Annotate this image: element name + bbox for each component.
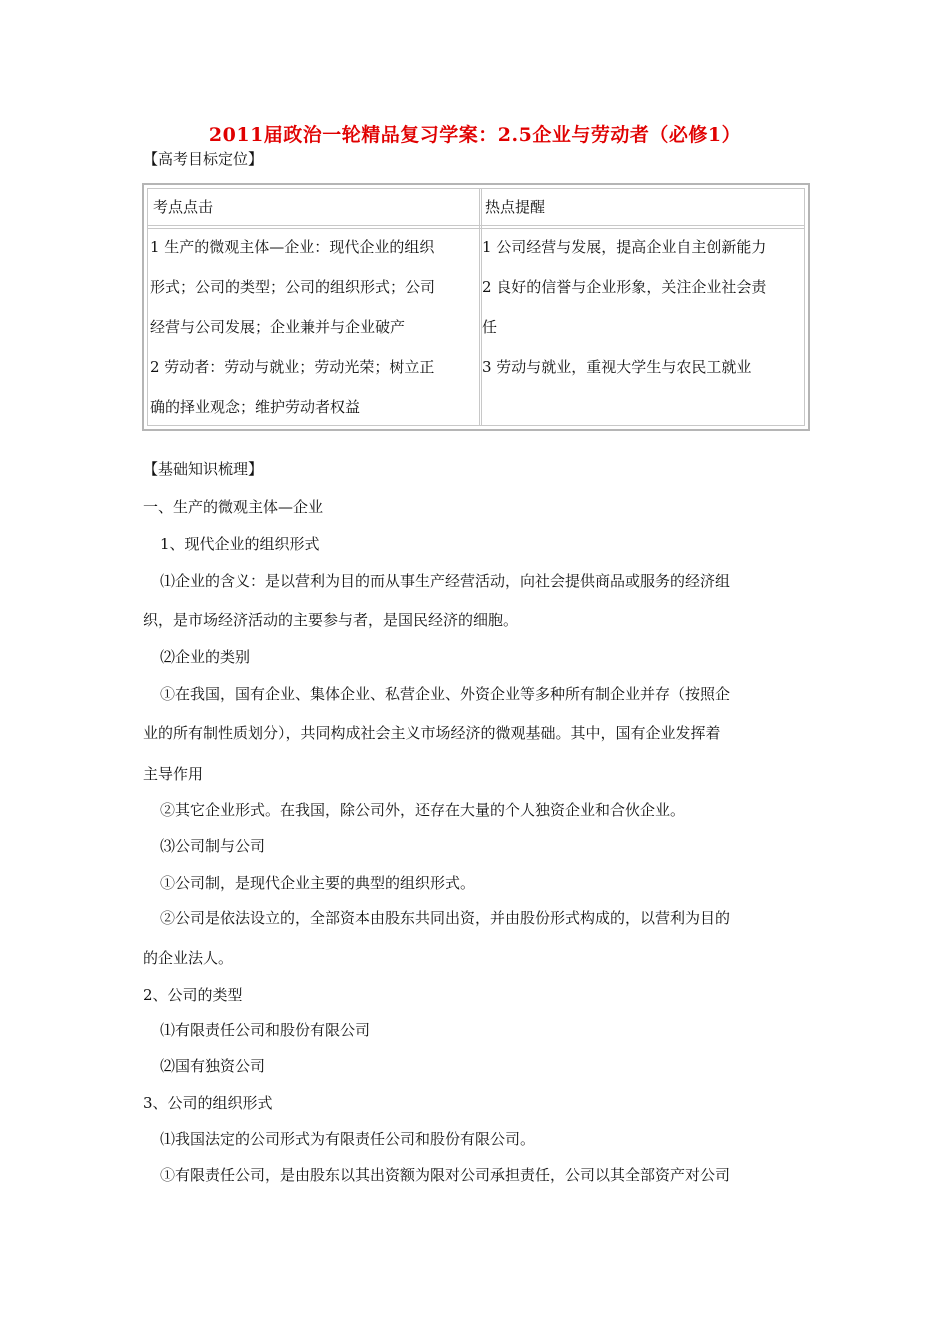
paragraph: 织，是市场经济活动的主要参与者，是国民经济的细胞。 [143,611,519,629]
table-left-line: 1 生产的微观主体—企业：现代企业的组织 [150,238,435,256]
exam-points-table [142,183,810,431]
table-header-right: 热点提醒 [485,198,546,216]
table-header-left: 考点点击 [153,198,214,216]
table-right-line: 任 [482,318,498,336]
heading-2: 2、公司的类型 [143,986,243,1004]
section-basic-heading: 【基础知识梳理】 [143,460,264,478]
document-title: 2011届政治一轮精品复习学案：2.5企业与劳动者（必修1） [208,124,742,146]
table-left-line: 经营与公司发展；企业兼并与企业破产 [150,318,406,336]
table-inner-frame [147,188,805,426]
paragraph: ⑴企业的含义：是以营利为目的而从事生产经营活动，向社会提供商品或服务的经济组 [160,572,731,590]
paragraph: 业的所有制性质划分），共同构成社会主义市场经济的微观基础。其中，国有企业发挥着 [143,724,721,742]
table-right-line: 2 良好的信誉与企业形象，关注企业社会责 [482,278,767,296]
paragraph: 主导作用 [143,765,204,783]
paragraph: ⑵国有独资公司 [160,1057,266,1075]
paragraph: ①公司制，是现代企业主要的典型的组织形式。 [160,874,476,892]
paragraph: ①有限责任公司，是由股东以其出资额为限对公司承担责任，公司以其全部资产对公司 [160,1166,731,1184]
paragraph: ⑴我国法定的公司形式为有限责任公司和股份有限公司。 [160,1130,536,1148]
table-left-line: 形式；公司的类型；公司的组织形式；公司 [150,278,436,296]
heading-1-1: 1、现代企业的组织形式 [160,535,320,553]
paragraph: ⑴有限责任公司和股份有限公司 [160,1021,371,1039]
paragraph: ②公司是依法设立的，全部资本由股东共同出资，并由股份形式构成的，以营利为目的 [160,909,731,927]
table-right-line: 3 劳动与就业，重视大学生与农民工就业 [482,358,752,376]
table-right-line: 1 公司经营与发展，提高企业自主创新能力 [482,238,767,256]
paragraph: ②其它企业形式。在我国，除公司外，还存在大量的个人独资企业和合伙企业。 [160,801,686,819]
paragraph: ①在我国，国有企业、集体企业、私营企业、外资企业等多种所有制企业并存（按照企 [160,685,731,703]
paragraph: 的企业法人。 [143,949,234,967]
table-cell-right [482,227,766,387]
heading-3: 3、公司的组织形式 [143,1094,273,1112]
table-left-line: 2 劳动者：劳动与就业；劳动光荣；树立正 [150,358,435,376]
section-goal-heading: 【高考目标定位】 [143,150,264,168]
table-left-line: 确的择业观念；维护劳动者权益 [150,398,361,416]
heading-1: 一、生产的微观主体—企业 [143,498,324,516]
table-cell-left [150,227,435,427]
paragraph: ⑵企业的类别 [160,648,251,666]
paragraph: ⑶公司制与公司 [160,837,266,855]
